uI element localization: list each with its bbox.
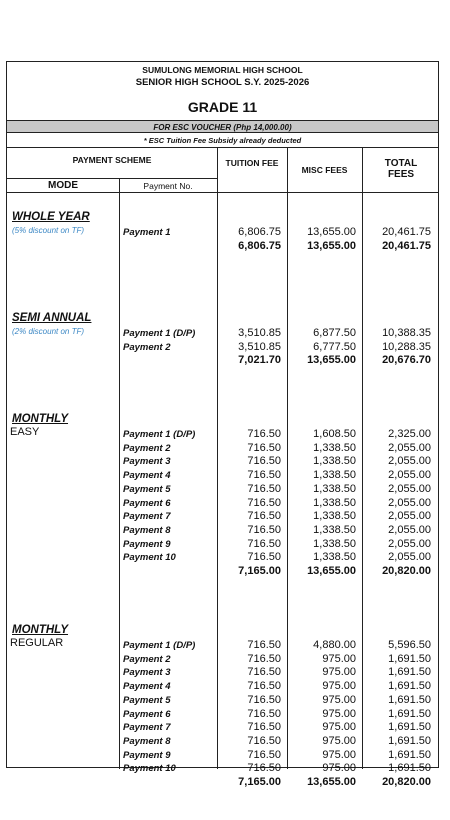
total-value: 10,388.35: [382, 327, 431, 339]
mode-note: (5% discount on TF): [12, 226, 85, 235]
total-value: 2,055.00: [388, 523, 431, 536]
tuition-value: 716.50: [247, 469, 281, 482]
misc-value: 1,338.50: [313, 537, 356, 550]
misc-value: 975.00: [322, 680, 356, 693]
tuition-fee-header: TUITION FEE: [225, 158, 279, 168]
misc-value: 1,338.50: [313, 496, 356, 509]
payment-number: Payment 9: [123, 538, 171, 550]
payment-number: Payment 1 (D/P): [123, 328, 196, 339]
mode-note: EASY: [10, 426, 40, 438]
col-divider-3: [287, 148, 288, 769]
total-value: 1,691.50: [388, 680, 431, 693]
total-value: 1,691.50: [388, 652, 431, 665]
tuition-value: 716.50: [247, 482, 281, 495]
payment-number: Payment 4: [123, 681, 171, 693]
voucher-note: FOR ESC VOUCHER (Php 14,000.00): [7, 120, 438, 133]
payment-number: Payment 2: [123, 442, 171, 454]
payment-no-header: Payment No.: [143, 181, 193, 191]
tuition-value: 716.50: [247, 523, 281, 536]
tuition-value: 3,510.85: [238, 340, 281, 353]
total-value: 1,691.50: [388, 721, 431, 734]
payment-number: Payment 8: [123, 735, 171, 747]
payment-number: Payment 9: [123, 749, 171, 761]
payment-number: Payment 2: [123, 653, 171, 665]
payment-number: Payment 3: [123, 456, 171, 468]
tuition-value: 716.50: [247, 748, 281, 761]
tuition-subtotal: 7,165.00: [238, 776, 281, 788]
mode-note: REGULAR: [10, 637, 64, 649]
header-mid-rule: [7, 178, 217, 179]
total-value: 1,691.50: [388, 734, 431, 747]
misc-value: 1,338.50: [313, 482, 356, 495]
total-subtotal: 20,461.75: [382, 239, 431, 252]
total-value: 2,055.00: [388, 455, 431, 468]
total-subtotal: 20,820.00: [382, 565, 431, 577]
mode-header: MODE: [48, 180, 78, 191]
total-value: 2,055.00: [388, 441, 431, 454]
misc-value: 1,338.50: [313, 551, 356, 564]
payment-number: Payment 6: [123, 497, 171, 509]
payment-number: Payment 4: [123, 470, 171, 482]
total-value: 1,691.50: [388, 762, 431, 775]
tuition-value: 6,806.75: [238, 226, 281, 238]
mode-label: MONTHLY: [12, 413, 69, 425]
tuition-value: 716.50: [247, 455, 281, 468]
tuition-value: 716.50: [247, 680, 281, 693]
misc-subtotal: 13,655.00: [307, 239, 356, 252]
misc-value: 6,777.50: [313, 340, 356, 353]
total-value: 2,055.00: [388, 496, 431, 509]
total-value: 5,596.50: [388, 639, 431, 651]
misc-fees-header: MISC FEES: [301, 165, 348, 175]
misc-value: 1,338.50: [313, 441, 356, 454]
misc-value: 1,338.50: [313, 510, 356, 523]
total-value: 2,055.00: [388, 482, 431, 495]
total-value: 2,055.00: [388, 537, 431, 550]
payment-number: Payment 10: [123, 763, 176, 775]
mode-label: WHOLE YEAR: [12, 211, 90, 223]
mode-label: SEMI ANNUAL: [12, 312, 92, 324]
total-value: 1,691.50: [388, 707, 431, 720]
col-divider-1: [119, 192, 120, 769]
tuition-subtotal: 7,165.00: [238, 565, 281, 577]
payment-scheme-header: PAYMENT SCHEME: [72, 155, 152, 165]
header-bottom-rule: [7, 192, 438, 193]
total-subtotal: 20,820.00: [382, 776, 431, 788]
payment-number: Payment 5: [123, 694, 171, 706]
col-divider-2: [217, 148, 218, 769]
col-divider-4: [362, 148, 363, 769]
tuition-value: 716.50: [247, 428, 281, 440]
school-name: SUMULONG MEMORIAL HIGH SCHOOL: [142, 65, 303, 75]
misc-value: 1,338.50: [313, 469, 356, 482]
misc-value: 13,655.00: [307, 226, 356, 238]
total-value: 10,288.35: [382, 340, 431, 353]
tuition-value: 716.50: [247, 551, 281, 564]
tuition-value: 716.50: [247, 441, 281, 454]
payment-number: Payment 7: [123, 511, 171, 523]
payment-number: Payment 1: [123, 227, 171, 238]
total-value: 2,055.00: [388, 510, 431, 523]
school-year: SENIOR HIGH SCHOOL S.Y. 2025-2026: [135, 77, 310, 88]
fee-schedule-sheet: [6, 61, 439, 788]
misc-subtotal: 13,655.00: [307, 565, 356, 577]
tuition-value: 3,510.85: [238, 327, 281, 339]
misc-value: 975.00: [322, 734, 356, 747]
payment-number: Payment 7: [123, 722, 171, 734]
payment-number: Payment 2: [123, 341, 171, 353]
tuition-value: 716.50: [247, 707, 281, 720]
payment-number: Payment 10: [123, 552, 176, 564]
misc-value: 1,338.50: [313, 455, 356, 468]
misc-value: 975.00: [322, 762, 356, 775]
tuition-value: 716.50: [247, 537, 281, 550]
mode-label: MONTHLY: [12, 624, 69, 636]
misc-value: 1,338.50: [313, 523, 356, 536]
total-value: 1,691.50: [388, 748, 431, 761]
tuition-value: 716.50: [247, 639, 281, 651]
payment-number: Payment 8: [123, 524, 171, 536]
tuition-value: 716.50: [247, 496, 281, 509]
tuition-value: 716.50: [247, 652, 281, 665]
tuition-value: 716.50: [247, 762, 281, 775]
total-value: 2,055.00: [388, 469, 431, 482]
tuition-value: 716.50: [247, 734, 281, 747]
misc-value: 4,880.00: [313, 639, 356, 651]
mode-note: (2% discount on TF): [12, 327, 85, 336]
misc-value: 975.00: [322, 666, 356, 679]
misc-value: 1,608.50: [313, 428, 356, 440]
payment-number: Payment 1 (D/P): [123, 429, 196, 440]
total-value: 2,325.00: [388, 428, 431, 440]
tuition-subtotal: 6,806.75: [238, 239, 281, 252]
total-value: 20,461.75: [382, 226, 431, 238]
payment-number: Payment 1 (D/P): [123, 640, 196, 651]
total-subtotal: 20,676.70: [382, 354, 431, 367]
subsidy-note: * ESC Tuition Fee Subsidy already deducted: [7, 133, 438, 148]
misc-value: 975.00: [322, 748, 356, 761]
total-fees-header: TOTAL FEES: [384, 158, 418, 180]
total-value: 2,055.00: [388, 551, 431, 564]
payment-number: Payment 3: [123, 667, 171, 679]
payment-number: Payment 6: [123, 708, 171, 720]
tuition-value: 716.50: [247, 510, 281, 523]
tuition-value: 716.50: [247, 666, 281, 679]
payment-number: Payment 5: [123, 483, 171, 495]
misc-value: 975.00: [322, 721, 356, 734]
tuition-subtotal: 7,021.70: [238, 354, 281, 367]
misc-value: 6,877.50: [313, 327, 356, 339]
total-value: 1,691.50: [388, 666, 431, 679]
tuition-value: 716.50: [247, 693, 281, 706]
misc-value: 975.00: [322, 652, 356, 665]
misc-subtotal: 13,655.00: [307, 354, 356, 367]
misc-value: 975.00: [322, 693, 356, 706]
grade-title: GRADE 11: [187, 99, 258, 115]
misc-value: 975.00: [322, 707, 356, 720]
tuition-value: 716.50: [247, 721, 281, 734]
total-value: 1,691.50: [388, 693, 431, 706]
misc-subtotal: 13,655.00: [307, 776, 356, 788]
